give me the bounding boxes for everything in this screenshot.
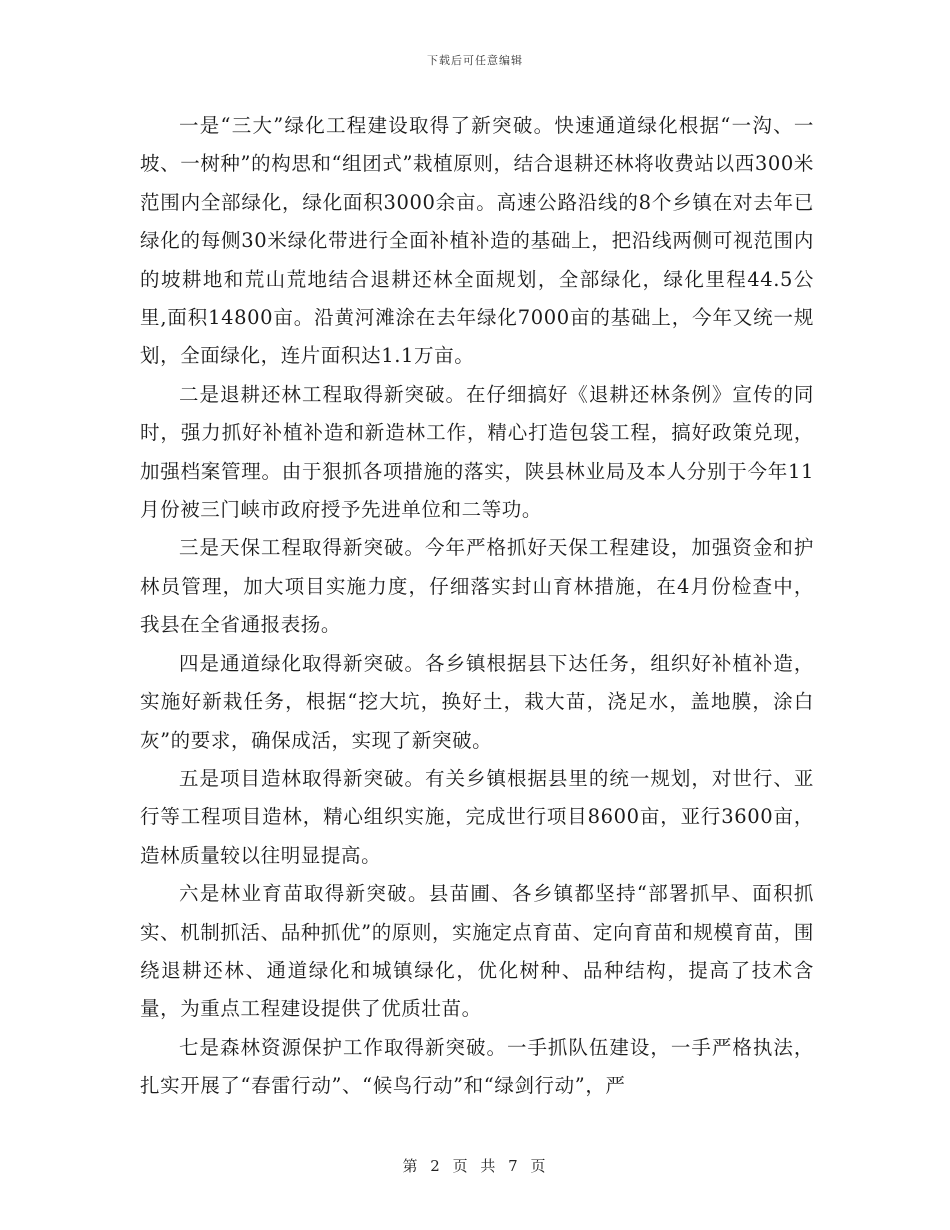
paragraph-project-afforestation: 五是项目造林取得新突破。有关乡镇根据县里的统一规划，对世行、亚行等工程项目造林，精心组织实施，完成世行项目8600亩，亚行3600亩，造林质量较以往明显提高。 [140, 766, 814, 867]
page-number: 第 2 页 共 7 页 [402, 1157, 548, 1175]
page-header: 下载后可任意编辑 [427, 54, 523, 67]
document-body [140, 107, 814, 1106]
paragraph-road-greening: 四是通道绿化取得新突破。各乡镇根据县下达任务，组织好补植补造，实施好新栽任务，根据“挖大坑，换好土，栽大苗，浇足水，盖地膜，涂白灰”的要求，确保成活，实现了新突破。 [140, 651, 814, 752]
paragraph-seedling-nursery: 六是林业育苗取得新突破。县苗圃、各乡镇都坚持“部署抓早、面积抓实、机制抓活、品种抓优”的原则，实施定点育苗、定向育苗和规模育苗，围绕退耕还林、通道绿化和城镇绿化，优化树种、品种结构，提高了技术含量，为重点工程建设提供了优质壮苗。 [140, 882, 814, 1021]
paragraph-forest-resource-protection: 七是森林资源保护工作取得新突破。一手抓队伍建设，一手严格执法，扎实开展了“春雷行动”、“候鸟行动”和“绿剑行动”，严 [140, 1035, 814, 1098]
paragraph-greening-projects: 一是“三大”绿化工程建设取得了新突破。快速通道绿化根据“一沟、一坡、一树种”的构思和“组团式”栽植原则，结合退耕还林将收费站以西300米范围内全部绿化，绿化面积3000余亩。高速公路沿线的8个乡镇在对去年已绿化的每侧30米绿化带进行全面补植补造的基础上，把沿线两侧可视范围内的坡耕地和荒山荒地结合退耕还林全面规划，全部绿化，绿化里程44.5公里,面积14800亩。沿黄河滩涂在去年绿化7000亩的基础上，今年又统一规划，全面绿化，连片面积达1.1万亩。 [140, 114, 814, 368]
paragraph-natural-forest-protection: 三是天保工程取得新突破。今年严格抓好天保工程建设，加强资金和护林员管理，加大项目实施力度，仔细落实封山育林措施，在4月份检查中，我县在全省通报表扬。 [140, 536, 814, 637]
paragraph-grain-to-green: 二是退耕还林工程取得新突破。在仔细搞好《退耕还林条例》宣传的同时，强力抓好补植补造和新造林工作，精心打造包袋工程，搞好政策兑现，加强档案管理。由于狠抓各项措施的落实，陕县林业局及本人分别于今年11月份被三门峡市政府授予先进单位和二等功。 [140, 382, 814, 522]
